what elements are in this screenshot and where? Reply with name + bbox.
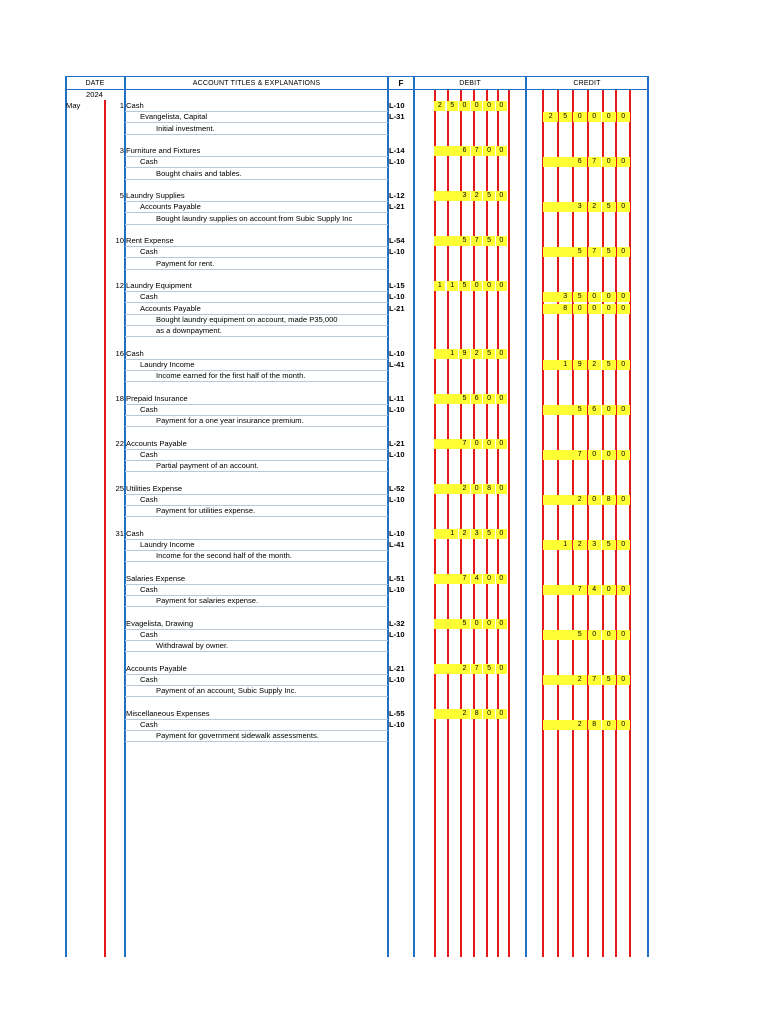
folio-ref: L-31 — [389, 112, 405, 122]
account-line: Cash — [140, 629, 158, 639]
entry-day: 25 — [115, 483, 124, 493]
account-line: Cash — [140, 404, 158, 414]
row-separator — [125, 156, 388, 157]
debit-digit: 8 — [483, 484, 494, 494]
debit-digit: 0 — [483, 394, 494, 404]
credit-digit: 1 — [559, 540, 573, 550]
credit-digit: 0 — [602, 292, 616, 302]
debit-digit-line — [460, 90, 462, 957]
account-line: Accounts Payable — [126, 663, 187, 673]
debit-digit: 7 — [459, 574, 470, 584]
debit-digit: 7 — [471, 664, 482, 674]
debit-digit: 0 — [496, 236, 507, 246]
debit-digit-line — [447, 90, 449, 957]
account-line: Cash — [140, 449, 158, 459]
header-account-titles: ACCOUNT TITLES & EXPLANATIONS — [192, 80, 321, 87]
amount-highlight — [543, 495, 573, 505]
amount-highlight — [543, 720, 573, 730]
account-line: Accounts Payable — [140, 202, 201, 212]
folio-ref: L-10 — [389, 247, 405, 257]
amount-highlight — [434, 709, 459, 719]
debit-digit: 3 — [459, 191, 470, 201]
row-separator — [125, 651, 388, 652]
debit-digit: 6 — [471, 394, 482, 404]
row-separator — [125, 179, 388, 180]
debit-digit: 8 — [471, 709, 482, 719]
row-separator — [125, 606, 388, 607]
account-line: Withdrawal by owner. — [156, 641, 229, 650]
account-line: Bought laundry supplies on account from Subic Supply Inc — [156, 213, 353, 223]
credit-digit: 8 — [559, 304, 573, 314]
entry-day: 12 — [115, 281, 124, 290]
folio-ref: L-10 — [389, 101, 405, 110]
folio-ref: L-21 — [389, 663, 405, 673]
account-line: Payment for salaries expense. — [156, 596, 259, 605]
row-separator — [125, 246, 388, 247]
credit-digit: 2 — [573, 540, 587, 550]
row-separator — [125, 494, 388, 495]
row-separator — [125, 629, 388, 630]
folio-ref: L-51 — [389, 573, 405, 583]
debit-digit: 0 — [483, 619, 494, 629]
credit-digit: 0 — [617, 675, 631, 685]
row-separator — [125, 404, 388, 405]
folio-ref: L-10 — [389, 348, 405, 358]
folio-ref: L-10 — [389, 404, 405, 414]
row-separator — [125, 426, 388, 427]
credit-digit: 0 — [602, 405, 616, 415]
amount-highlight — [543, 675, 573, 685]
account-line: Salaries Expense — [126, 573, 186, 583]
account-line: Cash — [140, 292, 158, 302]
folio-ref: L-55 — [389, 708, 405, 718]
account-line: Cash — [140, 674, 158, 684]
credit-digit: 6 — [573, 157, 587, 167]
debit-digit: 0 — [496, 529, 507, 539]
amount-highlight — [543, 360, 559, 370]
account-line: Income earned for the first half of the month. — [156, 371, 306, 380]
debit-digit: 0 — [471, 281, 482, 291]
account-line: Cash — [140, 247, 158, 257]
debit-digit: 5 — [483, 529, 494, 539]
credit-digit: 1 — [559, 360, 573, 370]
debit-digit: 0 — [496, 619, 507, 629]
entry-day: 16 — [115, 348, 124, 358]
debit-digit: 0 — [483, 101, 494, 111]
debit-digit: 0 — [496, 101, 507, 111]
credit-digit: 5 — [602, 360, 616, 370]
row-separator — [125, 696, 388, 697]
debit-digit: 0 — [496, 574, 507, 584]
folio-ref: L-21 — [389, 202, 405, 212]
debit-digit: 5 — [483, 191, 494, 201]
amount-highlight — [543, 450, 573, 460]
debit-digit: 5 — [459, 394, 470, 404]
col-line-debit — [525, 76, 527, 957]
amount-highlight — [434, 146, 459, 156]
folio-ref: L-10 — [389, 292, 405, 302]
entry-day: 3 — [119, 146, 124, 155]
credit-digit: 0 — [602, 585, 616, 595]
entry-day: 1 — [119, 101, 124, 110]
credit-digit: 0 — [588, 304, 602, 314]
credit-digit: 0 — [602, 720, 616, 730]
entry-day: 22 — [115, 438, 124, 448]
debit-digit: 2 — [434, 101, 445, 111]
credit-digit: 2 — [573, 675, 587, 685]
folio-ref: L-41 — [389, 359, 405, 369]
row-separator — [125, 471, 388, 472]
debit-digit: 5 — [483, 236, 494, 246]
debit-digit: 0 — [496, 146, 507, 156]
credit-digit-line — [557, 90, 559, 957]
account-line: Payment for utilities expense. — [156, 506, 256, 515]
amount-highlight — [543, 292, 559, 302]
row-separator — [125, 719, 388, 720]
debit-digit: 5 — [459, 236, 470, 246]
debit-digit: 7 — [471, 236, 482, 246]
credit-digit: 7 — [588, 675, 602, 685]
debit-digit: 5 — [483, 664, 494, 674]
debit-digit: 0 — [496, 709, 507, 719]
debit-digit: 0 — [471, 101, 482, 111]
debit-digit: 0 — [459, 101, 470, 111]
credit-digit: 2 — [573, 495, 587, 505]
credit-digit: 3 — [573, 202, 587, 212]
credit-digit: 7 — [573, 585, 587, 595]
amount-highlight — [543, 247, 573, 257]
row-separator — [125, 584, 388, 585]
debit-digit: 0 — [483, 281, 494, 291]
credit-digit: 3 — [559, 292, 573, 302]
credit-digit-line — [572, 90, 574, 957]
account-line: Payment for rent. — [156, 258, 215, 268]
credit-digit: 0 — [602, 450, 616, 460]
account-line: Bought chairs and tables. — [156, 168, 242, 178]
folio-ref: L-14 — [389, 146, 405, 155]
folio-ref: L-10 — [389, 719, 405, 729]
account-line: Cash — [140, 494, 158, 504]
folio-ref: L-11 — [389, 393, 405, 403]
row-separator — [125, 269, 388, 270]
folio-ref: L-54 — [389, 236, 405, 245]
row-separator — [125, 291, 388, 292]
credit-digit: 0 — [617, 450, 631, 460]
debit-digit: 0 — [496, 439, 507, 449]
credit-digit: 6 — [588, 405, 602, 415]
debit-digit: 0 — [496, 664, 507, 674]
debit-digit: 0 — [483, 146, 494, 156]
credit-digit: 7 — [588, 247, 602, 257]
debit-digit: 0 — [483, 439, 494, 449]
credit-digit: 5 — [602, 247, 616, 257]
year-label: 2024 — [86, 90, 103, 99]
credit-digit: 0 — [617, 247, 631, 257]
header-debit: DEBIT — [459, 80, 481, 87]
account-line: Utilities Expense — [126, 483, 183, 493]
month-label: May — [66, 101, 81, 110]
debit-digit-line — [508, 90, 510, 957]
account-line: Cash — [126, 348, 144, 358]
row-separator — [125, 381, 388, 382]
debit-digit: 7 — [471, 146, 482, 156]
row-separator — [125, 134, 388, 135]
header-top-border — [65, 76, 649, 77]
debit-digit: 0 — [471, 484, 482, 494]
credit-digit: 0 — [588, 450, 602, 460]
account-line: Partial payment of an account. — [156, 461, 259, 470]
row-separator — [125, 224, 388, 225]
debit-digit: 2 — [459, 664, 470, 674]
debit-digit-line — [486, 90, 488, 957]
account-line: Cash — [126, 101, 144, 110]
account-line: Prepaid Insurance — [126, 393, 188, 403]
amount-highlight — [434, 484, 459, 494]
debit-digit: 1 — [447, 529, 458, 539]
credit-digit-line — [602, 90, 604, 957]
row-separator — [125, 741, 388, 742]
account-line: Laundry Equipment — [126, 281, 192, 290]
credit-digit-line — [629, 90, 631, 957]
amount-highlight — [543, 585, 573, 595]
debit-digit: 0 — [471, 439, 482, 449]
account-line: Accounts Payable — [126, 438, 187, 448]
folio-ref: L-41 — [389, 539, 405, 549]
amount-highlight — [434, 529, 447, 539]
folio-ref: L-15 — [389, 281, 405, 290]
folio-ref: L-12 — [389, 191, 405, 200]
credit-digit: 0 — [573, 304, 587, 314]
credit-digit: 0 — [617, 495, 631, 505]
debit-digit: 7 — [459, 439, 470, 449]
credit-digit: 0 — [617, 304, 631, 314]
debit-digit: 2 — [459, 709, 470, 719]
debit-digit: 0 — [496, 281, 507, 291]
debit-digit: 1 — [447, 281, 458, 291]
credit-digit: 9 — [573, 360, 587, 370]
credit-digit: 0 — [617, 540, 631, 550]
account-line: Cash — [140, 584, 158, 594]
credit-digit: 4 — [588, 585, 602, 595]
amount-highlight — [543, 202, 573, 212]
account-line: Miscellaneous Expenses — [126, 708, 210, 718]
folio-ref: L-21 — [389, 438, 405, 448]
debit-digit-line — [473, 90, 475, 957]
folio-ref: L-52 — [389, 483, 405, 493]
credit-digit: 0 — [588, 112, 602, 122]
account-line: Laundry Income — [140, 539, 195, 549]
amount-highlight — [543, 540, 559, 550]
credit-digit: 0 — [602, 304, 616, 314]
credit-digit: 0 — [617, 720, 631, 730]
credit-digit: 0 — [617, 585, 631, 595]
col-line-right — [647, 76, 649, 957]
folio-ref: L-10 — [389, 584, 405, 594]
credit-digit: 8 — [602, 495, 616, 505]
credit-digit: 8 — [588, 720, 602, 730]
credit-digit-line — [542, 90, 544, 957]
credit-digit: 2 — [544, 112, 558, 122]
account-line: Cash — [140, 719, 158, 729]
credit-digit: 2 — [588, 202, 602, 212]
credit-digit: 7 — [573, 450, 587, 460]
entry-day: 31 — [115, 528, 124, 538]
row-separator — [125, 516, 388, 517]
credit-digit: 5 — [573, 405, 587, 415]
credit-digit: 0 — [602, 112, 616, 122]
account-line: as a downpayment. — [156, 326, 222, 335]
folio-ref: L-10 — [389, 157, 405, 167]
debit-digit: 3 — [471, 529, 482, 539]
folio-ref: L-10 — [389, 494, 405, 504]
amount-highlight — [543, 630, 573, 640]
credit-digit: 5 — [573, 630, 587, 640]
col-line-left — [65, 76, 67, 957]
debit-digit: 4 — [471, 574, 482, 584]
debit-digit: 1 — [447, 349, 458, 359]
credit-digit: 0 — [617, 157, 631, 167]
account-line: Laundry Supplies — [126, 191, 185, 200]
credit-digit: 5 — [573, 292, 587, 302]
debit-digit: 2 — [459, 529, 470, 539]
credit-digit: 5 — [602, 675, 616, 685]
row-separator — [125, 449, 388, 450]
header-credit: CREDIT — [573, 80, 601, 87]
debit-digit: 2 — [471, 191, 482, 201]
folio-ref: L-10 — [389, 674, 405, 684]
credit-digit: 2 — [573, 720, 587, 730]
header-bottom-border — [65, 89, 649, 90]
debit-digit: 1 — [434, 281, 445, 291]
amount-highlight — [434, 574, 459, 584]
row-separator — [125, 561, 388, 562]
credit-digit: 5 — [602, 540, 616, 550]
entry-day: 10 — [115, 236, 124, 245]
amount-highlight — [543, 304, 559, 314]
debit-digit: 5 — [459, 619, 470, 629]
credit-digit: 0 — [588, 292, 602, 302]
credit-digit-line — [587, 90, 589, 957]
debit-digit: 5 — [459, 281, 470, 291]
account-line: Rent Expense — [126, 236, 174, 245]
debit-digit: 5 — [483, 349, 494, 359]
credit-digit: 0 — [617, 630, 631, 640]
account-line: Laundry Income — [140, 359, 195, 369]
debit-digit: 5 — [447, 101, 458, 111]
folio-ref: L-10 — [389, 629, 405, 639]
account-line: Cash — [140, 157, 158, 167]
credit-digit: 0 — [617, 112, 631, 122]
credit-digit: 0 — [617, 292, 631, 302]
debit-digit: 2 — [459, 484, 470, 494]
col-line-folio — [413, 76, 415, 957]
account-line: Initial investment. — [156, 123, 215, 133]
amount-highlight — [434, 236, 459, 246]
folio-ref: L-21 — [389, 303, 405, 313]
header-date: DATE — [85, 80, 105, 87]
amount-highlight — [434, 439, 459, 449]
credit-digit: 3 — [588, 540, 602, 550]
amount-highlight — [434, 349, 447, 359]
credit-digit: 0 — [617, 360, 631, 370]
account-line: Income for the second half of the month. — [156, 551, 292, 560]
credit-digit: 0 — [602, 630, 616, 640]
entry-day: 5 — [119, 191, 124, 200]
account-line: Cash — [126, 528, 144, 538]
debit-digit: 0 — [483, 574, 494, 584]
credit-digit: 0 — [588, 630, 602, 640]
account-line: Bought laundry equipment on account, made P35,000 — [156, 314, 338, 324]
debit-digit: 9 — [459, 349, 470, 359]
account-line: Payment of an account, Subic Supply Inc. — [156, 686, 297, 695]
credit-digit: 0 — [588, 495, 602, 505]
debit-digit: 6 — [459, 146, 470, 156]
credit-digit: 5 — [602, 202, 616, 212]
entry-day: 18 — [115, 393, 124, 403]
account-line: Furniture and Fixtures — [126, 146, 201, 155]
credit-digit-line — [615, 90, 617, 957]
credit-digit: 0 — [573, 112, 587, 122]
credit-digit: 5 — [573, 247, 587, 257]
debit-digit-line — [497, 90, 499, 957]
folio-ref: L-10 — [389, 449, 405, 459]
credit-digit: 0 — [617, 202, 631, 212]
debit-digit: 0 — [483, 709, 494, 719]
row-separator — [125, 336, 388, 337]
header-folio: F — [398, 79, 404, 88]
account-line: Evagelista, Drawing — [126, 618, 194, 628]
account-line: Accounts Payable — [140, 303, 201, 313]
debit-digit: 0 — [496, 191, 507, 201]
credit-digit: 2 — [588, 360, 602, 370]
folio-ref: L-10 — [389, 528, 405, 538]
debit-digit: 0 — [496, 484, 507, 494]
debit-digit: 0 — [471, 619, 482, 629]
amount-highlight — [543, 157, 573, 167]
credit-digit: 5 — [559, 112, 573, 122]
debit-digit: 2 — [471, 349, 482, 359]
credit-digit: 0 — [602, 157, 616, 167]
account-line: Evangelista, Capital — [140, 112, 208, 122]
credit-digit: 7 — [588, 157, 602, 167]
debit-digit: 0 — [496, 349, 507, 359]
amount-highlight — [434, 394, 459, 404]
amount-highlight — [434, 664, 459, 674]
account-line: Payment for a one year insurance premium. — [156, 416, 304, 425]
folio-ref: L-32 — [389, 618, 405, 628]
amount-highlight — [434, 191, 459, 201]
debit-digit: 0 — [496, 394, 507, 404]
account-line: Payment for government sidewalk assessments. — [156, 731, 319, 740]
credit-digit: 0 — [617, 405, 631, 415]
amount-highlight — [434, 619, 459, 629]
debit-digit-line — [434, 90, 436, 957]
amount-highlight — [543, 405, 573, 415]
row-separator — [125, 674, 388, 675]
